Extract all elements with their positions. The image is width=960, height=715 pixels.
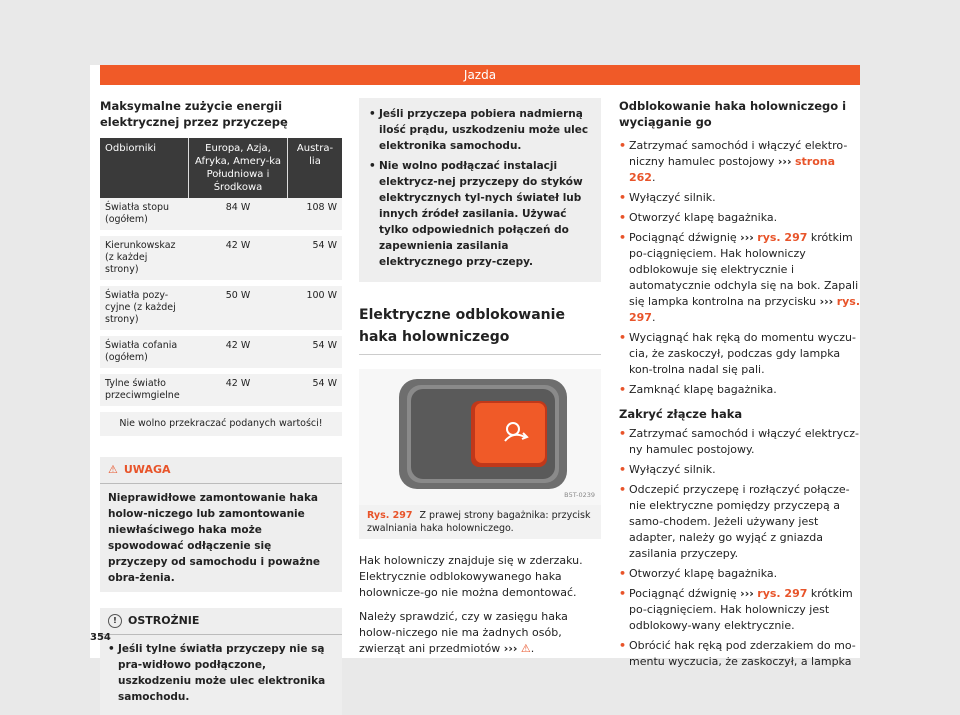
list-item: • Pociągnąć dźwignię ››› rys. 297 krótkim po-ciągnięciem. Hak holowniczy jest odblokowy-wany elektrycznie.: [619, 586, 861, 634]
link-figure[interactable]: rys. 297: [629, 295, 861, 324]
table-row: [100, 198, 342, 233]
paragraph-text: Należy sprawdzić, czy w zasięgu haka holow-niczego nie ma żadnych osób, zwierząt ani przedmiotów: [359, 610, 568, 655]
cell-australia: 54 W: [288, 371, 343, 409]
caution-bullet: • Nie wolno podłączać instalacji elektrycz-nej przyczepy do styków elektrycznych tyl-nych świateł lub innych źródeł zasilania. Używać tylko odpowiednich połączeń do zapewnienia zasilania elektrycznego przy-czepy.: [369, 158, 591, 270]
unlock-title: Odblokowanie haka holowniczego i wyciąganie go: [619, 99, 847, 129]
caption-text: Z prawej strony bagażnika: przycisk zwalniania haka holowniczego.: [367, 510, 591, 534]
paragraph: Hak holowniczy znajduje się w zderzaku. Elektrycznie odblokowywanego haka holownicze-go nie można demontować.: [359, 554, 583, 599]
cell-europe: 50 W: [189, 283, 288, 333]
warning-box: [100, 457, 342, 592]
table-row: [100, 371, 342, 409]
list-item: • Pociągnąć dźwignię ››› rys. 297 krótkim po-ciągnięciem. Hak holowniczy odblokowuje się elektrycznie i automatycznie odchyla się na bok. Zapali się lampka kontrolna na przycisku ››› rys. 297.: [619, 230, 861, 326]
cell-europe: 42 W: [189, 333, 288, 371]
unlock-steps: [619, 138, 861, 398]
caption-label: Rys. 297: [367, 510, 413, 521]
power-table: [100, 138, 342, 442]
table-row: [100, 333, 342, 371]
header-europe: Europa, Azja, Afryka, Amery-ka Południowa i Środkowa: [189, 138, 288, 198]
link-figure[interactable]: rys. 297: [757, 231, 808, 244]
release-button-illustration: [359, 369, 601, 505]
table-title: Maksymalne zużycie energii elektrycznej przez przyczepę: [100, 99, 288, 129]
list-item: • Zamknąć klapę bagażnika.: [619, 382, 861, 398]
cell-receiver: Światła stopu (ogółem): [100, 198, 189, 233]
cell-europe: 84 W: [189, 198, 288, 233]
list-item: • Wyłączyć silnik.: [619, 190, 861, 206]
list-item: • Otworzyć klapę bagażnika.: [619, 210, 861, 226]
table-note-row: [100, 409, 342, 439]
cell-australia: 54 W: [288, 233, 343, 283]
link-page[interactable]: strona 262: [629, 155, 836, 184]
warning-title: UWAGA: [123, 463, 171, 476]
cover-subhead: Zakryć złącze haka: [619, 407, 743, 421]
header-receivers: Odbiorniki: [100, 138, 189, 198]
caution-continued-body: [359, 98, 601, 282]
figure-caption: [359, 505, 601, 539]
figure-code: B5T-0239: [564, 491, 595, 499]
caution-box: [100, 608, 342, 715]
cell-receiver: Światła pozy-cyjne (z każdej strony): [100, 283, 189, 333]
list-item: • Wyciągnąć hak ręką do momentu wyczu-cia, że zaskoczył, podczas gdy lampka kon-trolna nadal się pali.: [619, 330, 861, 378]
page-header: Jazda: [100, 65, 860, 85]
warning-triangle-icon[interactable]: ⚠: [520, 642, 531, 655]
list-item: • Zatrzymać samochód i włączyć elektrycz-ny hamulec postojowy.: [619, 426, 861, 458]
cell-receiver: Światła cofania (ogółem): [100, 333, 189, 371]
caution-bullet: • Jeśli przyczepa pobiera nadmierną ilość prądu, uszkodzeniu może ulec elektronika samochodu.: [369, 106, 591, 154]
table-note: Nie wolno przekraczać podanych wartości!: [100, 409, 342, 439]
cell-europe: 42 W: [189, 371, 288, 409]
table-row: [100, 233, 342, 283]
paragraph: Należy sprawdzić, czy w zasięgu haka holow-niczego nie ma żadnych osób, zwierząt ani przedmiotów ››› ⚠.: [359, 610, 568, 655]
info-circle-icon: !: [108, 614, 122, 628]
cell-australia: 100 W: [288, 283, 343, 333]
cell-receiver: Kierunkowskaz (z każdej strony): [100, 233, 189, 283]
list-item: • Zatrzymać samochód i włączyć elektro-niczny hamulec postojowy ››› strona 262.: [619, 138, 861, 186]
column-2: [359, 98, 601, 665]
warning-triangle-icon: ⚠: [108, 463, 118, 476]
link-figure[interactable]: rys. 297: [757, 587, 808, 600]
list-item: • Wyłączyć silnik.: [619, 462, 861, 478]
list-item: • Odczepić przyczepę i rozłączyć połącze-nie elektryczne pomiędzy przyczepą a samo-chodem. Jeżeli używany jest adapter, należy go wyjąć z gniazda zasilania przyczepy.: [619, 482, 861, 562]
list-item: • Otworzyć klapę bagażnika.: [619, 566, 861, 582]
page-number: 354: [90, 632, 111, 643]
cover-steps: [619, 426, 861, 670]
reference-arrows: ›››: [503, 642, 518, 655]
warning-text: Nieprawidłowe zamontowanie haka holow-niczego lub zamontowanie niewłaściwego haka może spowodować odłączenie się przyczepy od samochodu i poważne obra-żenia.: [108, 492, 321, 584]
column-3: [619, 98, 861, 674]
header-australia: Austra-lia: [288, 138, 343, 198]
table-row: [100, 283, 342, 333]
warning-header: [100, 457, 342, 484]
cell-australia: 54 W: [288, 333, 343, 371]
column-1: [100, 98, 342, 715]
section-title: Elektryczne odblokowanie haka holowniczego: [359, 304, 601, 355]
caution-text: • Jeśli tylne światła przyczepy nie są pra-widłowo podłączone, uszkodzeniu może ulec elektronika samochodu.: [108, 641, 334, 705]
caution-title: OSTROŻNIE: [128, 614, 200, 627]
list-item: • Obrócić hak ręką pod zderzakiem do mo-mentu wyczucia, że zaskoczył, a lampka: [619, 638, 861, 670]
caution-header: [100, 608, 342, 635]
cell-receiver: Tylne światło przeciwmgielne: [100, 371, 189, 409]
cell-europe: 42 W: [189, 233, 288, 283]
cell-australia: 108 W: [288, 198, 343, 233]
caution-continued-box: [359, 98, 601, 282]
caution-body: [100, 635, 342, 715]
figure-release-button: [359, 369, 601, 505]
